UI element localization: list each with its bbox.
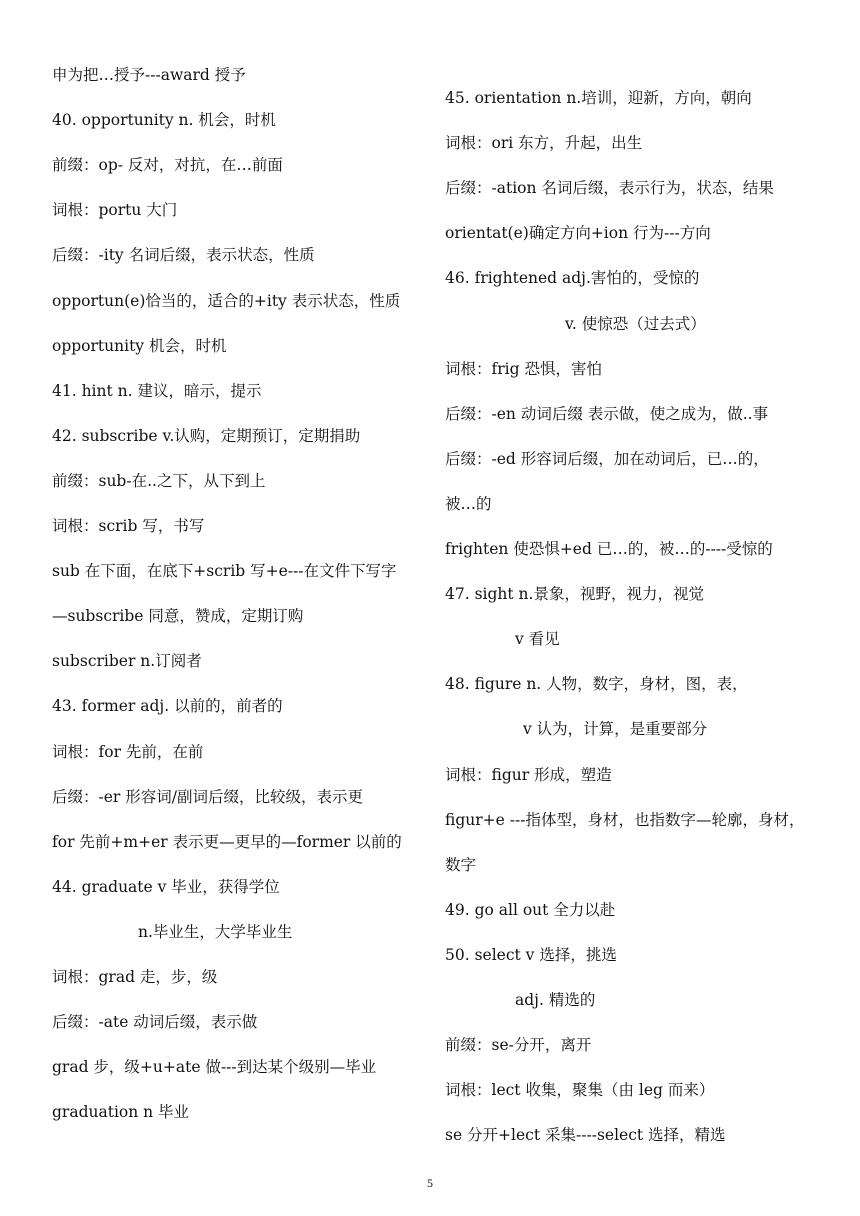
text-line: figur+e ---指体型，身材，也指数字—轮廓，身材， <box>445 810 805 829</box>
text-line: 词根：grad 走，步，级 <box>52 968 218 986</box>
text-line: sub 在下面，在底下+scrib 写+e---在文件下写字 <box>52 562 397 581</box>
text-line: 46. frightened adj.害怕的，受惊的 <box>445 269 700 288</box>
text-line: 词根：figur 形成，塑造 <box>445 765 612 784</box>
text-line: 后缀：-ity 名词后缀，表示状态，性质 <box>52 246 315 265</box>
text-line: 44. graduate v 毕业，获得学位 <box>52 877 280 896</box>
text-line: 49. go all out 全力以赴 <box>445 900 616 919</box>
text-line: 45. orientation n.培训，迎新，方向，朝向 <box>445 89 752 107</box>
text-line: 42. subscribe v.认购，定期预订，定期捐助 <box>52 426 361 445</box>
text-line: grad 步，级+u+ate 做---到达某个级别—毕业 <box>52 1058 377 1077</box>
text-line: 词根：lect 收集，聚集（由 leg 而来） <box>445 1081 715 1100</box>
text-line: 后缀：-en 动词后缀 表示做，使之成为，做..事 <box>445 404 769 423</box>
text-line: 后缀：-er 形容词/副词后缀，比较级，表示更 <box>52 787 363 806</box>
text-line: 词根：scrib 写，书写 <box>52 517 205 535</box>
text-line: 被…的 <box>445 494 492 513</box>
text-line: 47. sight n.景象，视野，视力，视觉 <box>445 585 704 604</box>
text-line: orientat(e)确定方向+ion 行为---方向 <box>445 224 711 243</box>
text-line: graduation n 毕业 <box>52 1103 190 1122</box>
text-line: opportunity 机会，时机 <box>52 336 227 355</box>
text-line: se 分开+lect 采集----select 选择，精选 <box>445 1126 726 1145</box>
text-line: 词根：ori 东方，升起，出生 <box>445 134 643 153</box>
text-line: v 看见 <box>515 630 560 649</box>
text-line: adj. 精选的 <box>515 991 596 1009</box>
text-line: subscriber n.订阅者 <box>52 652 202 671</box>
text-line: 前缀：op- 反对，对抗，在…前面 <box>52 156 283 175</box>
text-line: 后缀：-ate 动词后缀，表示做 <box>52 1013 258 1032</box>
text-line: 前缀：sub-在..之下，从下到上 <box>52 471 266 490</box>
text-line: frighten 使恐惧+ed 已…的，被…的----受惊的 <box>445 540 773 558</box>
page-number: 5 <box>427 1176 433 1190</box>
text-line: v 认为，计算，是重要部分 <box>523 720 708 739</box>
text-line: v. 使惊恐（过去式） <box>565 314 706 333</box>
text-line: 41. hint n. 建议，暗示，提示 <box>52 381 262 400</box>
text-line: 40. opportunity n. 机会，时机 <box>52 111 276 130</box>
text-line: 前缀：se-分开，离开 <box>445 1036 592 1055</box>
text-line: 词根：portu 大门 <box>52 201 178 220</box>
text-line: 后缀：-ed 形容词后缀，加在动词后，已…的， <box>445 449 769 468</box>
text-line: 词根：for 先前，在前 <box>52 742 204 761</box>
text-line: n.毕业生，大学毕业生 <box>138 922 293 941</box>
text-line: for 先前+m+er 表示更—更早的—former 以前的 <box>52 832 402 851</box>
text-line: opportun(e)恰当的，适合的+ity 表示状态，性质 <box>52 291 401 310</box>
text-line: 43. former adj. 以前的，前者的 <box>52 697 283 716</box>
text-line: 申为把…授予---award 授予 <box>52 66 246 84</box>
text-line: 词根：frig 恐惧，害怕 <box>445 359 602 378</box>
text-line: 48. figure n. 人物，数字，身材，图，表， <box>445 675 748 694</box>
text-line: 数字 <box>445 855 477 874</box>
text-line: 50. select v 选择，挑选 <box>445 945 617 964</box>
text-line: —subscribe 同意，赞成，定期订购 <box>52 607 304 626</box>
text-line: 后缀：-ation 名词后缀，表示行为，状态，结果 <box>445 179 774 198</box>
